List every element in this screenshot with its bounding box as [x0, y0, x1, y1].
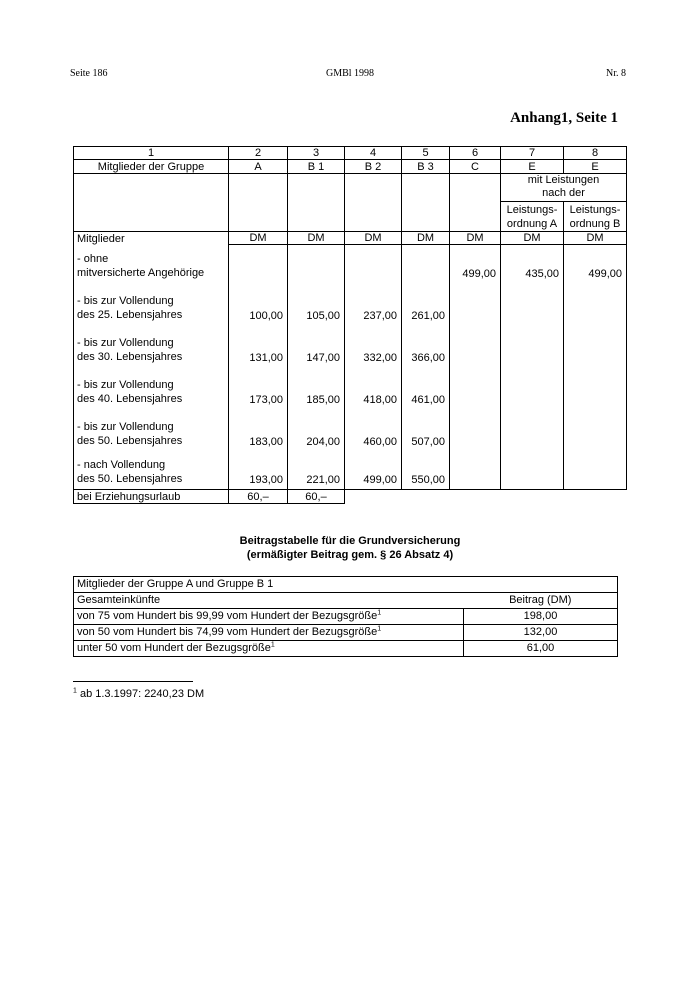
- value-cell: [450, 448, 501, 490]
- value-cell: [501, 364, 564, 406]
- col-number: 5: [402, 147, 450, 160]
- table-row: [74, 406, 627, 448]
- members-label: Mitglieder: [74, 232, 229, 245]
- table-row: [74, 280, 627, 322]
- value-cell: 105,00: [288, 280, 345, 322]
- blank-cell: [288, 174, 345, 232]
- group-label: E: [564, 160, 627, 174]
- column-number-row: [74, 147, 627, 160]
- publication-title: GMBl 1998: [325, 68, 375, 79]
- value-cell: [564, 280, 627, 322]
- value-cell: [288, 245, 345, 280]
- table-row: [74, 364, 627, 406]
- value-cell: [564, 364, 627, 406]
- value-cell: 173,00: [229, 364, 288, 406]
- value-cell: [501, 406, 564, 448]
- currency-label: DM: [501, 232, 564, 245]
- heading-line: (ermäßigter Beitrag gem. § 26 Absatz 4): [246, 549, 454, 561]
- row-label-line: des 50. Lebensjahres: [77, 434, 183, 447]
- group-row: [74, 160, 627, 174]
- row-label: [74, 406, 229, 448]
- value-cell: [450, 364, 501, 406]
- income-range-text: unter 50 vom Hundert der Bezugsgröße: [77, 642, 271, 654]
- col-number: 6: [450, 147, 501, 160]
- value-cell: 147,00: [288, 322, 345, 364]
- value-cell: [450, 280, 501, 322]
- row-label: [74, 280, 229, 322]
- income-range-text: von 50 vom Hundert bis 74,99 vom Hundert der Bezugsgröße: [77, 626, 378, 638]
- value-cell: 499,00: [564, 245, 627, 280]
- heading-line: Beitragstabelle für die Grundversicherung: [239, 535, 461, 547]
- order-line: Leistungs-: [569, 204, 621, 216]
- value-cell: 261,00: [402, 280, 450, 322]
- blank-cell: [74, 174, 229, 232]
- value-cell: [229, 245, 288, 280]
- value-cell: [450, 322, 501, 364]
- row-label: [74, 448, 229, 490]
- value-cell: [564, 448, 627, 490]
- contribution-table: [73, 146, 627, 504]
- row-label-line: - bis zur Vollendung: [77, 336, 174, 349]
- annex-title: Anhang1, Seite 1: [510, 110, 618, 126]
- footnote-mark: 1: [377, 625, 382, 633]
- table-row: [74, 322, 627, 364]
- reduced-contribution-table: [73, 576, 618, 657]
- value-cell: 221,00: [288, 448, 345, 490]
- footnote-mark: 1: [377, 609, 382, 617]
- value-cell: [501, 448, 564, 490]
- contribution-value: 132,00: [464, 625, 618, 641]
- table-row: [74, 609, 618, 625]
- value-cell: 60,–: [288, 490, 345, 504]
- col-number: 3: [288, 147, 345, 160]
- row-label-line: des 30. Lebensjahres: [77, 350, 183, 363]
- currency-label: DM: [564, 232, 627, 245]
- blank-cell: [345, 174, 402, 232]
- value-cell: 237,00: [345, 280, 402, 322]
- footnote-text: ab 1.3.1997: 2240,23 DM: [79, 688, 205, 700]
- group-label: C: [450, 160, 501, 174]
- currency-label: DM: [288, 232, 345, 245]
- table-title-row: [74, 577, 618, 593]
- value-cell: 499,00: [345, 448, 402, 490]
- blank-cell: [345, 490, 627, 504]
- income-range: [74, 609, 464, 625]
- value-cell: [345, 245, 402, 280]
- table-title: Mitglieder der Gruppe A und Gruppe B 1: [74, 577, 618, 593]
- contribution-value: 61,00: [464, 641, 618, 657]
- order-line: ordnung B: [569, 218, 621, 230]
- contribution-value: 198,00: [464, 609, 618, 625]
- value-cell: [402, 245, 450, 280]
- order-line: Leistungs-: [506, 204, 558, 216]
- blank-cell: [450, 174, 501, 232]
- income-range-text: von 75 vom Hundert bis 99,99 vom Hundert der Bezugsgröße: [77, 610, 378, 622]
- currency-row: [74, 232, 627, 245]
- group-header-label: Mitglieder der Gruppe: [74, 160, 229, 174]
- income-range: [74, 625, 464, 641]
- value-cell: 100,00: [229, 280, 288, 322]
- row-label-line: mitversicherte Angehörige: [77, 266, 205, 279]
- footnote-divider: [73, 681, 193, 682]
- value-cell: [450, 406, 501, 448]
- blank-cell: [229, 174, 288, 232]
- value-cell: [564, 322, 627, 364]
- table-row: [74, 245, 627, 280]
- parental-leave-label: bei Erziehungsurlaub: [74, 490, 229, 504]
- currency-label: DM: [450, 232, 501, 245]
- benefits-header-row: [74, 174, 627, 202]
- group-label: B 3: [402, 160, 450, 174]
- footnote-mark: 1: [73, 687, 77, 695]
- value-cell: 131,00: [229, 322, 288, 364]
- blank-cell: [402, 174, 450, 232]
- benefits-header: [501, 174, 627, 202]
- col-number: 8: [564, 147, 627, 160]
- table-row: [74, 625, 618, 641]
- order-line: ordnung A: [506, 218, 558, 230]
- value-cell: 60,–: [229, 490, 288, 504]
- col-number: 7: [501, 147, 564, 160]
- value-cell: [501, 280, 564, 322]
- group-label: E: [501, 160, 564, 174]
- page-number: Seite 186: [70, 68, 108, 79]
- value-cell: [501, 322, 564, 364]
- footnote: [73, 688, 204, 700]
- value-cell: 460,00: [345, 406, 402, 448]
- currency-label: DM: [229, 232, 288, 245]
- reduced-contribution-heading: [0, 534, 700, 562]
- value-cell: 185,00: [288, 364, 345, 406]
- row-label-line: des 25. Lebensjahres: [77, 308, 183, 321]
- row-label-line: - nach Vollendung: [77, 459, 166, 471]
- row-label: [74, 364, 229, 406]
- issue-number: Nr. 8: [606, 68, 626, 79]
- value-cell: 193,00: [229, 448, 288, 490]
- benefit-order-a: [501, 202, 564, 232]
- col-number: 4: [345, 147, 402, 160]
- row-label-line: des 40. Lebensjahres: [77, 392, 183, 405]
- currency-label: DM: [345, 232, 402, 245]
- value-cell: 550,00: [402, 448, 450, 490]
- value-cell: 332,00: [345, 322, 402, 364]
- col-number: 2: [229, 147, 288, 160]
- currency-label: DM: [402, 232, 450, 245]
- row-label: [74, 322, 229, 364]
- group-label: B 1: [288, 160, 345, 174]
- value-cell: 507,00: [402, 406, 450, 448]
- benefits-line: nach der: [542, 187, 585, 199]
- income-range: [74, 641, 464, 657]
- row-label-line: des 50. Lebensjahres: [77, 473, 183, 485]
- group-label: A: [229, 160, 288, 174]
- row-label: [74, 245, 229, 280]
- row-label-line: - bis zur Vollendung: [77, 378, 174, 391]
- value-cell: 366,00: [402, 322, 450, 364]
- value-cell: [564, 406, 627, 448]
- row-label-line: - ohne: [77, 252, 109, 265]
- table-header-row: [74, 593, 618, 609]
- value-cell: 499,00: [450, 245, 501, 280]
- parental-leave-row: [74, 490, 627, 504]
- benefit-order-b: [564, 202, 627, 232]
- contribution-header: Beitrag (DM): [464, 593, 618, 609]
- value-cell: 461,00: [402, 364, 450, 406]
- value-cell: 183,00: [229, 406, 288, 448]
- income-header: Gesamteinkünfte: [74, 593, 464, 609]
- col-number: 1: [74, 147, 229, 160]
- value-cell: 435,00: [501, 245, 564, 280]
- benefits-line: mit Leistungen: [527, 174, 600, 186]
- table-row: [74, 641, 618, 657]
- row-label-line: - bis zur Vollendung: [77, 420, 174, 433]
- value-cell: 418,00: [345, 364, 402, 406]
- footnote-mark: 1: [270, 641, 275, 649]
- group-label: B 2: [345, 160, 402, 174]
- row-label-line: - bis zur Vollendung: [77, 294, 174, 307]
- table-row: [74, 448, 627, 490]
- value-cell: 204,00: [288, 406, 345, 448]
